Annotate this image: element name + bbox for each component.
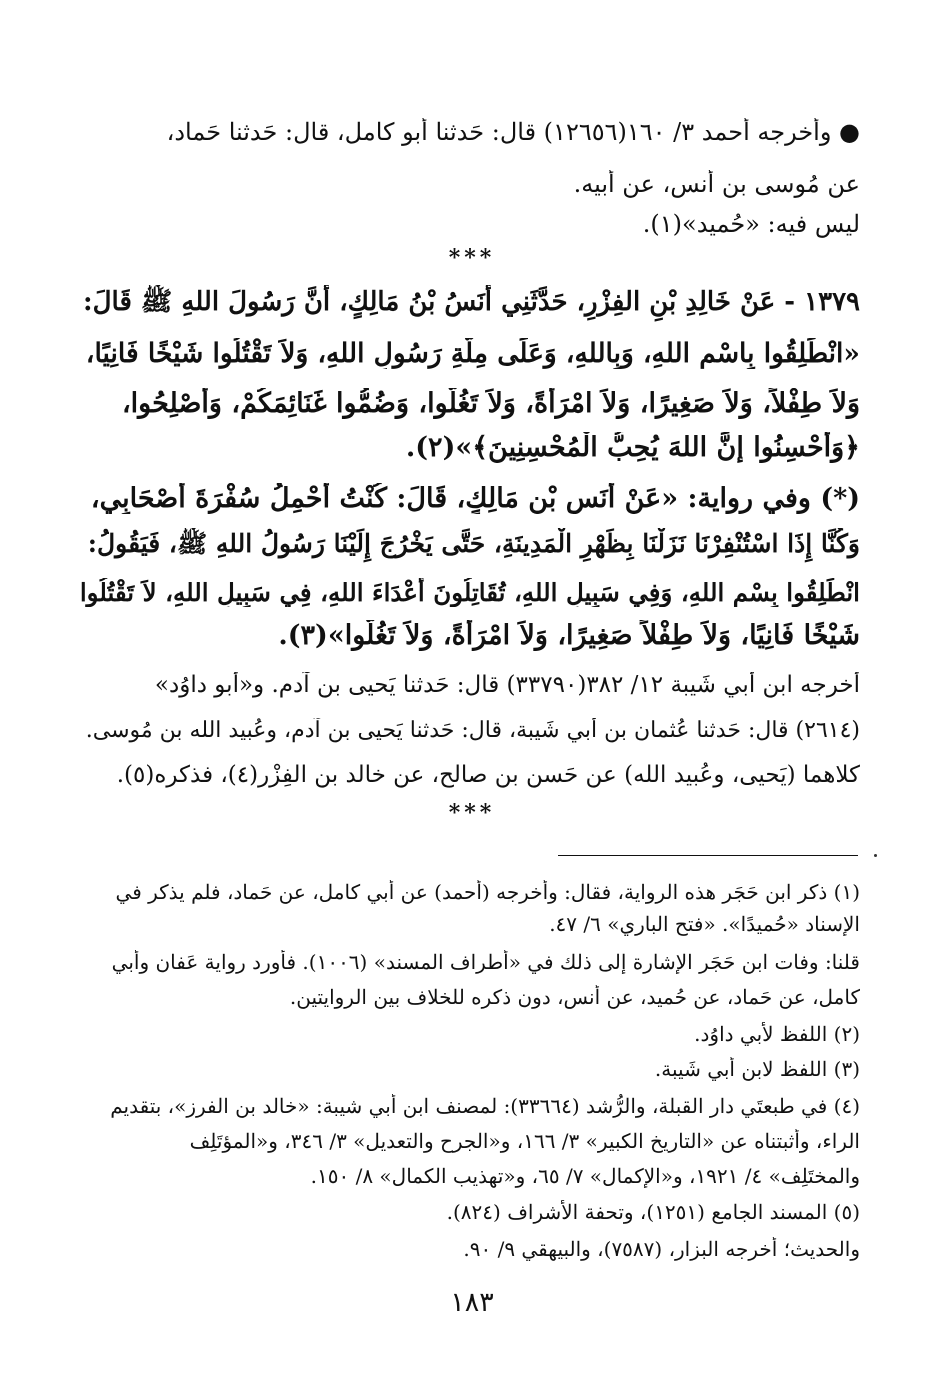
intro-line-2: عن مُوسى بن أنس، عن أبيه.: [573, 170, 860, 198]
intro-line-3: ليس فيه: «حُميد»(١).: [642, 210, 860, 238]
section-separator: ***: [448, 245, 496, 271]
footnote-line-7: (٤) في طبعتَي دار القبلة، والرُّشد (٣٣٦٦٤): لمصنف ابن أبي شيبة: «خالد بن الفرز»، بتقديم: [110, 1094, 860, 1118]
footnote-line-9: والمختَلِف» ٤/ ١٩٢١، و«الإكمال» ٧/ ٦٥، و«تهذيب الكمال» ٨/ ١٥٠.: [310, 1164, 860, 1188]
footnote-line-11: والحديث؛ أخرجه البزار، (٧٥٨٧)، والبيهقي ٩/ ٩٠.: [463, 1237, 860, 1261]
footnote-line-6: (٣) اللفظ لابن أبي شَيبة.: [654, 1057, 860, 1081]
hadith-line-3: وَلاَ طِفْلاً، وَلاَ صَغِيرًا، وَلاَ امْرَأَةً، وَلاَ تَغُلُّوا، وَضُمُّوا غَنَائِمَكُمْ، وَأَصْلِحُوا،: [121, 388, 860, 419]
section-separator-2: ***: [448, 800, 496, 826]
footnote-line-10: (٥) المسند الجامع (١٢٥١)، وتحفة الأشراف (٨٢٤).: [446, 1200, 860, 1224]
footnote-rule: [558, 855, 858, 856]
footnote-line-4: كامل، عن حَماد، عن حُميد، عن أنس، دون ذكره للخلاف بين الروايتين.: [289, 985, 860, 1009]
footnote-line-5: (٢) اللفظ لأبي داوُد.: [694, 1022, 860, 1046]
intro-line-1: ● وأخرجه أحمد ٣/ ١٦٠(١٢٦٥٦) قال: حَدثنا أبو كامل، قال: حَدثنا حَماد،: [166, 118, 860, 146]
riwaya-line-3: انْطَلِقُوا بِسْمِ اللهِ، وَفِي سَبِيلِ اللهِ، تُقَاتِلُونَ أَعْدَاءَ اللهِ، فِي سَبِيلِ اللهِ، لاَ تَقْتُلُوا: [80, 578, 860, 607]
footnote-line-2: الإِسناد «حُميدًا». «فتح الباري» ٦/ ٤٧.: [549, 912, 860, 936]
footnote-line-3: قلنا: وفات ابن حَجَر الإشارة إلى ذلك في «أطراف المسند» (١٠٠٦). فأورد رواية عَفان وأبي: [111, 950, 860, 974]
riwaya-line-2: وَكُنَّا إِذَا اسْتُنْفِرْنَا نَزَلْنَا بِظَهْرِ الْمَدِينَةِ، حَتَّى يَخْرُجَ إِلَيْنَا رَسُولُ اللهِ ﷺ، فَيَقُولُ:: [87, 529, 860, 558]
hadith-line-4: ﴿وَأَحْسِنُوا إِنَّ اللهَ يُحِبُّ الْمُحْسِنِينَ﴾»(٢).: [405, 432, 860, 463]
takhrij-line-3: كلاهما (يَحيى، وعُبيد الله) عن حَسن بن صالح، عن خالد بن الفِزْر(٤)، فذكره(٥).: [116, 762, 860, 788]
page-number: ١٨٣: [450, 1287, 494, 1318]
footnote-line-1: (١) ذكر ابن حَجَر هذه الرواية، فقال: وأخرجه (أحمد) عن أبي كامل، عن حَماد، فلم يذكر في: [115, 880, 860, 904]
footnote-line-8: الراء، وأثبتناه عن «التاريخ الكبير» ٣/ ١٦٦، و«الجرح والتعديل» ٣/ ٣٤٦، و«المؤتَلِف: [189, 1129, 860, 1153]
margin-dot: [874, 854, 877, 857]
hadith-line-1: ١٣٧٩ - عَنْ خَالِدِ بْنِ الفِزْرِ، حَدَّثَنِي أَنَسُ بْنُ مَالِكٍ، أَنَّ رَسُولَ اللهِ ﷺ قَالَ:: [83, 287, 860, 317]
takhrij-line-1: أخرجه ابن أبي شَيبة ١٢/ ٣٨٢(٣٣٧٩٠) قال: حَدثنا يَحيى بن آدم. و«أَبو داوُد»: [154, 672, 860, 698]
takhrij-line-2: (٢٦١٤) قال: حَدثنا عُثمان بن أبي شَيبة، قال: حَدثنا يَحيى بن آدم، وعُبيد الله بن مُوسى.: [85, 718, 860, 743]
hadith-line-2: «انْطَلِقُوا بِاسْمِ اللهِ، وَبِاللهِ، وَعَلَى مِلَّةِ رَسُولِ اللهِ، وَلاَ تَقْتُلُوا شَيْخًا فَانِيًا،: [85, 338, 860, 369]
riwaya-line-1: (*) وفي رواية: «عَنْ أَنَسِ بْنِ مَالِكٍ، قَالَ: كُنْتُ أَحْمِلُ سُفْرَةَ أَصْحَابِي،: [90, 483, 860, 514]
riwaya-line-4: شَيْخًا فَانِيًا، وَلاَ طِفْلاً صَغِيرًا، وَلاَ امْرَأَةً، وَلاَ تَغُلُّوا»(٣).: [278, 620, 860, 651]
